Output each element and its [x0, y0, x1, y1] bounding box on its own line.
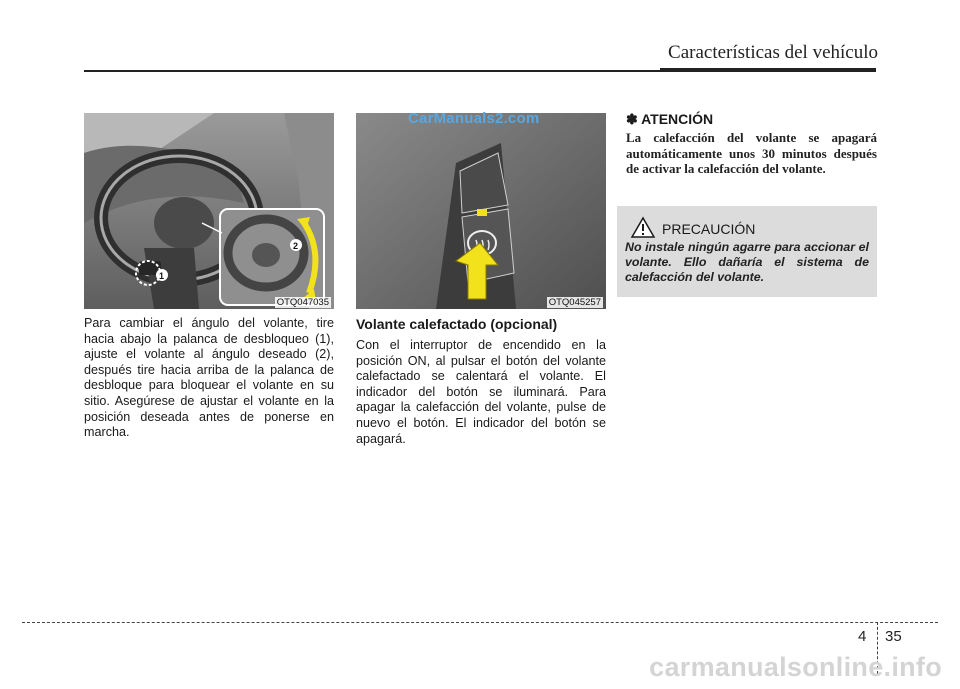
site-watermark: carmanualsonline.info: [649, 652, 942, 682]
footer-rule: [22, 622, 938, 623]
caution-box: [617, 206, 877, 297]
header-rule-accent: [660, 68, 876, 72]
chapter-number: 4: [858, 628, 867, 645]
figure-code: OTQ045257: [548, 297, 601, 308]
figure-heated-button: [356, 113, 606, 309]
heated-button-illustration: [356, 113, 606, 309]
heated-wheel-instructions: Con el interruptor de encendido en la posición ON, al pulsar el botón del volante calefactado se calentará el volante. El indicador del botón se iluminará. Para apagar la calefacción del volante, pulse de nuevo el botón. El indicador del botón se apagará.: [356, 338, 606, 446]
figure-steering-tilt: [84, 113, 334, 309]
watermark-carmanuals: CarManuals2.com: [408, 110, 540, 127]
callout-1: 1: [159, 271, 165, 281]
running-header-title: Características del vehículo: [668, 42, 878, 63]
attention-title: ✽ ATENCIÓN: [626, 111, 714, 127]
callout-2: 2: [293, 241, 299, 251]
figure-code: OTQ047035: [276, 297, 329, 308]
steering-tilt-illustration: [84, 113, 334, 309]
tilt-instructions: Para cambiar el ángulo del volante, tire hacia abajo la palanca de desbloqueo (1), ajuste el volante al ángulo deseado (2), después tire hacia arriba de la palanca de desbloque para bloquear el volante en su sitio. Asegúrese de ajustar el volante en la posición deseada antes de ponerse en marcha.: [84, 316, 334, 440]
attention-text: La calefacción del volante se apagará automáticamente unos 30 minutos después de activar la calefacción del volante.: [626, 130, 877, 176]
section-heading-heated-wheel: Volante calefactado (opcional): [356, 316, 558, 332]
caution-text: No instale ningún agarre para accionar el volante. Ello dañaría el sistema de calefacción del volante.: [625, 240, 869, 284]
page-number: 35: [885, 628, 902, 645]
caution-title: PRECAUCIÓN: [662, 221, 756, 237]
warning-triangle-icon: [630, 216, 656, 239]
